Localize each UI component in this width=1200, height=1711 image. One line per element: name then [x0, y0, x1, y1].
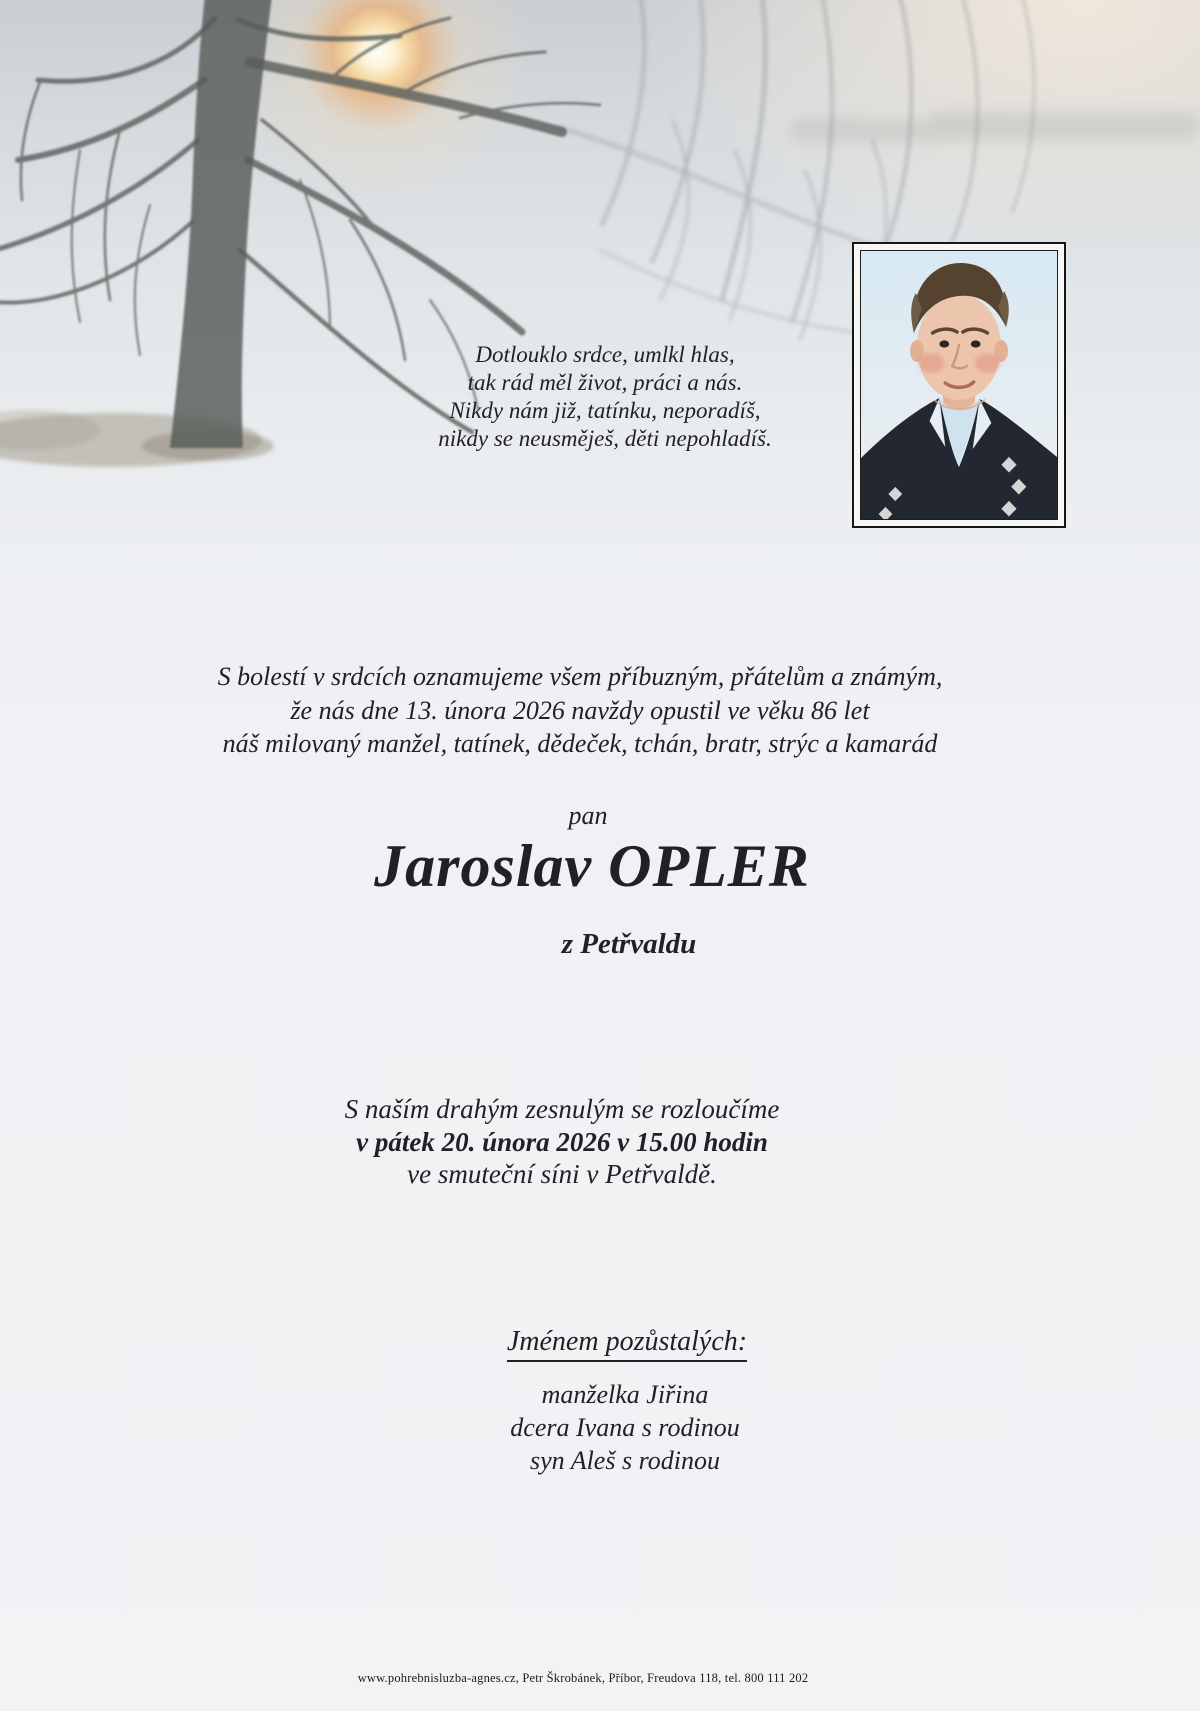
deceased-name: Jaroslav OPLER [374, 833, 810, 899]
survivor-item: dcera Ivana s rodinou [510, 1413, 740, 1442]
farewell-details [112, 1093, 1012, 1191]
survivors-list [175, 1378, 1075, 1477]
deceased-portrait-graphic [861, 251, 1057, 519]
poem-line: tak rád měl život, práci a nás. [467, 370, 743, 395]
horizon-treeline [790, 108, 1200, 142]
poem-line: Dotlouklo srdce, umlkl hlas, [475, 342, 735, 367]
announcement-line: náš milovaný manžel, tatínek, dědeček, tchán, bratr, strýc a kamarád [222, 729, 938, 758]
farewell-date-time: v pátek 20. února 2026 v 15.00 hodin [356, 1126, 768, 1157]
farewell-line: S naším drahým zesnulým se rozloučíme [344, 1094, 780, 1124]
funeral-service-footer: www.pohrebnisluzba-agnes.cz, Petr Škrobánek, Příbor, Freudova 118, tel. 800 111 202 [357, 1671, 809, 1685]
announcement-line: že nás dne 13. února 2026 navždy opustil ve věku 86 let [290, 695, 870, 725]
portrait-photo-frame [860, 250, 1058, 520]
memorial-poem [355, 341, 855, 453]
portrait-photo [852, 242, 1066, 528]
survivor-item: syn Aleš s rodinou [530, 1446, 720, 1475]
survivors-heading: Jménem pozůstalých: [377, 1326, 877, 1362]
announcement-text [130, 660, 1030, 761]
deceased-origin: z Petřvaldu [561, 928, 697, 960]
announcement-line: S bolestí v srdcích oznamujeme všem příbuzným, přátelům a známým, [217, 662, 943, 691]
farewell-place: ve smuteční síni v Petřvaldě. [407, 1159, 717, 1189]
survivor-item: manželka Jiřina [541, 1380, 709, 1409]
title-prefix: pan [568, 801, 608, 830]
poem-line: Nikdy nám již, tatínku, neporadíš, [449, 398, 761, 423]
poem-line: nikdy se neusměješ, děti nepohladíš. [438, 426, 772, 451]
